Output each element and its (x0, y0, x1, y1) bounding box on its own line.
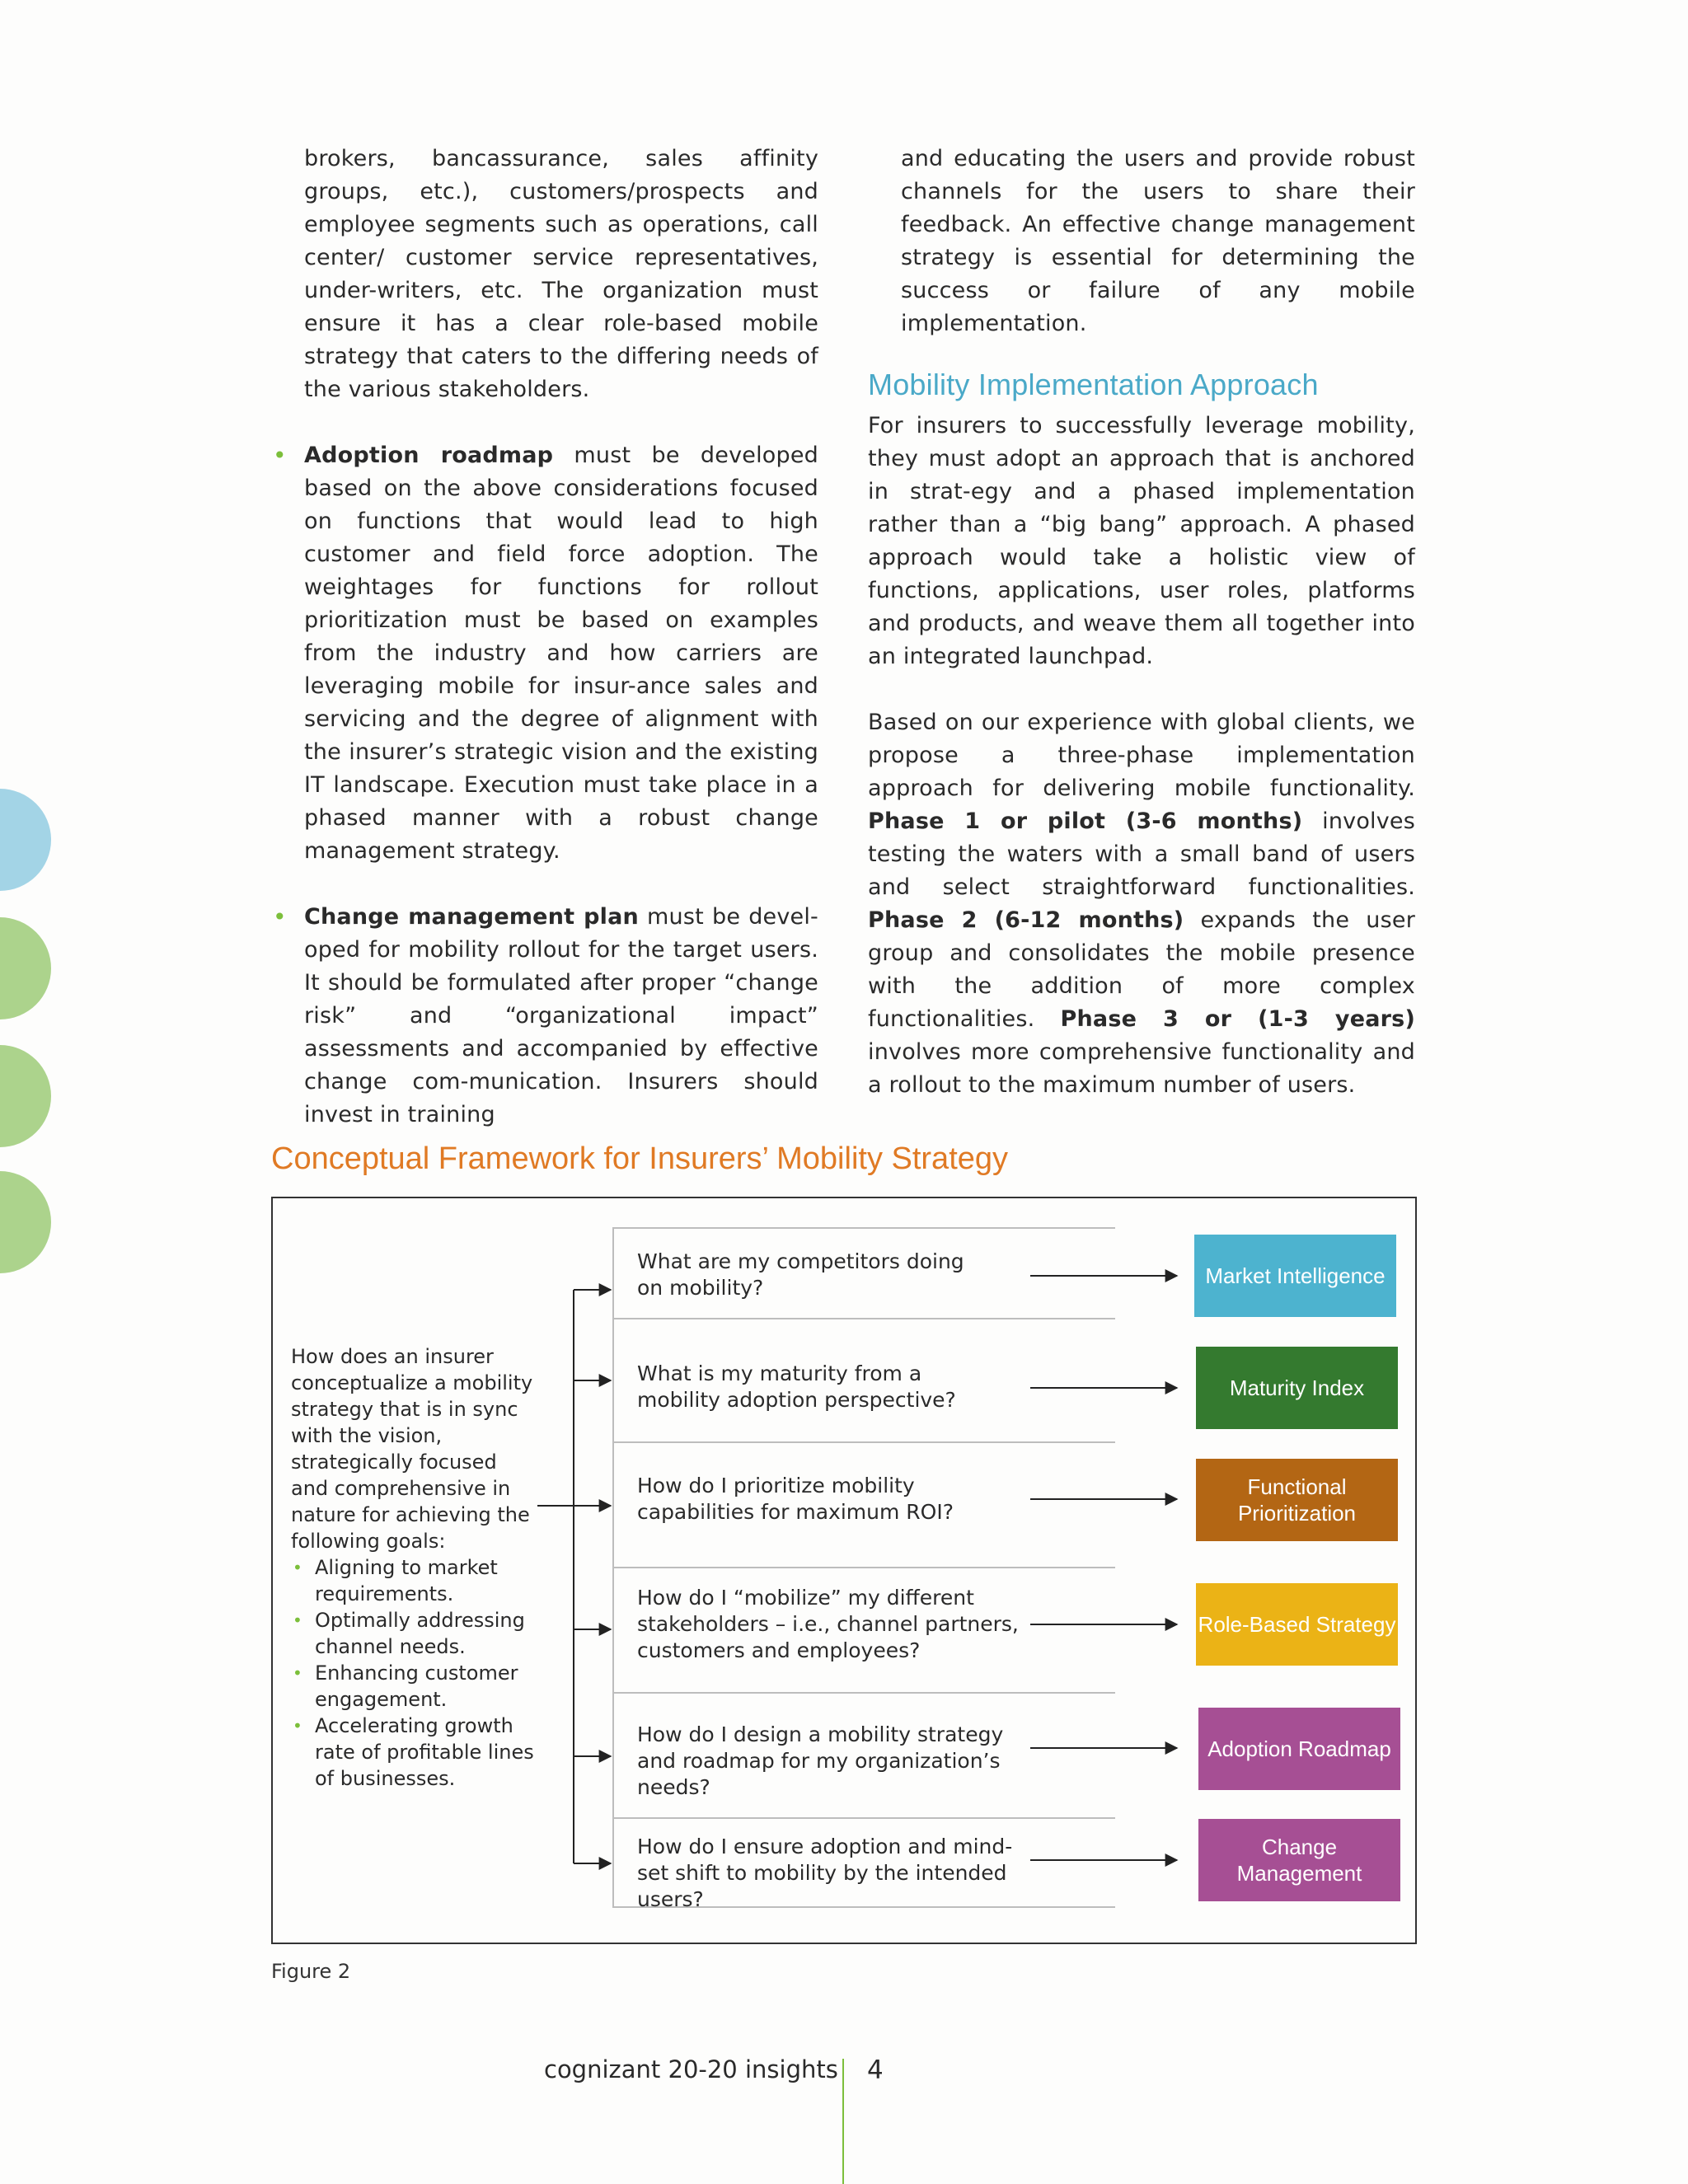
para3-text-a: Based on our experience with global clients, we propose a three-phase implementation approach for delivering mobile functionality. (868, 710, 1415, 801)
bullet-adoption-roadmap-title: Adoption roadmap (304, 443, 554, 468)
question-6: How do I ensure adoption and mind-set shift to mobility by the intended users? (637, 1835, 1013, 1911)
bullet-dot-icon: • (273, 442, 287, 469)
bullet-change-management-text: must be devel-oped for mobility rollout for the target users. It should be formulated after proper “change risk” and “organizational impact” assessments and accompanied by effective change com-munication. Insurers should invest in training (304, 904, 818, 1127)
question-2: What is my maturity from a mobility adoption perspective? (637, 1361, 956, 1412)
bullet-change-management-title: Change management plan (304, 904, 639, 930)
footer-divider (842, 2059, 844, 2184)
outcome-change-management: Change Management (1198, 1819, 1400, 1901)
bullet-dot-icon: • (293, 1716, 302, 1736)
outcome-functional-prioritization: Functional Prioritization (1196, 1459, 1398, 1541)
outcome-adoption-roadmap: Adoption Roadmap (1198, 1708, 1400, 1790)
page-number: 4 (867, 2055, 884, 2085)
bullet-dot-icon: • (293, 1663, 302, 1683)
question-3: How do I prioritize mobility capabilities for maximum ROI? (637, 1474, 954, 1524)
right-paragraph-2: For insurers to successfully leverage mobility, they must adopt an approach that is anchored in strat-egy and a phased implementation rather than a “big bang” approach. A phased approach would take a holistic view of functions, applications, user roles, platforms and products, and weave them all together into an integrated launchpad. (868, 413, 1415, 669)
goal-item: • Optimally addressing channel needs. (293, 1609, 525, 1658)
section-heading: Mobility Implementation Approach (868, 368, 1319, 401)
outcome-maturity-index: Maturity Index (1196, 1347, 1398, 1429)
phase-3-label: Phase 3 or (1-3 years) (1060, 1006, 1415, 1032)
figure-title: Conceptual Framework for Insurers’ Mobility Strategy (271, 1141, 1009, 1176)
phase-1-label: Phase 1 or pilot (3-6 months) (868, 808, 1303, 834)
para3-text-c: involves testing the waters with a small band of users and select straightforward functionalities. (868, 808, 1416, 900)
goal-item: • Enhancing customer engagement. (293, 1661, 518, 1711)
figure-caption: Figure 2 (271, 1960, 351, 1983)
outcome-market-intelligence: Market Intelligence (1194, 1235, 1396, 1317)
bullet-dot-icon: • (293, 1610, 302, 1630)
phase-2-label: Phase 2 (6-12 months) (868, 907, 1184, 933)
goal-item: • Aligning to market requirements. (293, 1556, 498, 1605)
goal-item: • Accelerating growth rate of profitable lines of businesses. (293, 1714, 534, 1790)
outcome-role-based-strategy: Role-Based Strategy (1196, 1583, 1398, 1666)
para3-text-d: expands the user group and consolidates the mobile presence with the addition of more complex functionalities. (868, 907, 1415, 1032)
question-5: How do I design a mobility strategy and roadmap for my organization’s needs? (637, 1722, 1004, 1799)
figure-intro-text: How does an insurer conceptualize a mobility strategy that is in sync with the vision, strategically focused and comprehensive in nature for achieving the following goals: (291, 1345, 533, 1553)
question-4: How do I “mobilize” my different stakeholders – i.e., channel partners, customers and employees? (637, 1586, 1019, 1662)
para3-text-e: involves more comprehensive functionality and a rollout to the maximum number of users. (868, 1039, 1415, 1098)
bullet-dot-icon: • (293, 1558, 302, 1577)
question-1: What are my competitors doing on mobility? (637, 1249, 964, 1300)
footer-brand: cognizant 20-20 insights (544, 2055, 838, 2083)
right-paragraph-1: and educating the users and provide robust channels for the users to share their feedback. An effective change management strategy is essential for determining the success or failure of any mobile implementation. (901, 146, 1415, 336)
bullet-dot-icon: • (273, 903, 287, 930)
left-paragraph-1: brokers, bancassurance, sales affinity groups, etc.), customers/prospects and employee segments such as operations, call center/ customer service representatives, under-writers, etc. The organization must ensure it has a clear role-based mobile strategy that caters to the differing needs of the various stakeholders. (304, 146, 818, 402)
bullet-adoption-roadmap-text: must be developed based on the above considerations focused on functions that would lead to high customer and field force adoption. The weightages for functions for rollout prioritization must be based on examples from the industry and how carriers are leveraging mobile for insur-ance sales and servicing and the degree of alignment with the insurer’s strategic vision and the existing IT landscape. Execution must take place in a phased manner with a robust change management strategy. (304, 443, 818, 864)
